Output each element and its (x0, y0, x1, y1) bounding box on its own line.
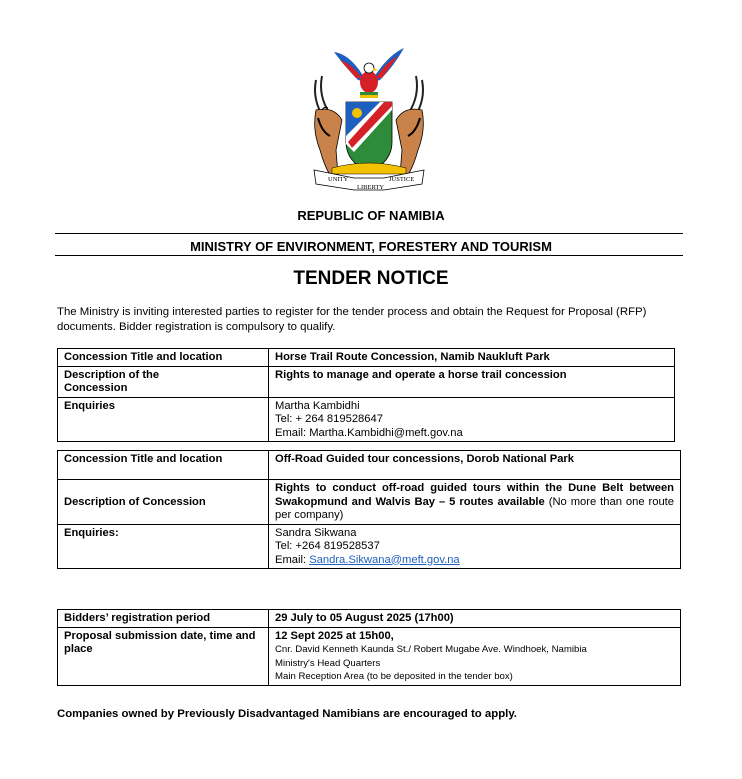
submission-reception: Main Reception Area (to be deposited in the tender box) (275, 671, 513, 682)
submission-label: Proposal submission date, time and place (58, 627, 269, 685)
enquiries-label: Enquiries (58, 397, 269, 442)
oryx-right-icon (396, 109, 423, 175)
contact-name: Martha Kambidhi (275, 399, 360, 412)
registration-value: 29 July to 05 August 2025 (17h00) (269, 610, 681, 628)
registration-label: Bidders’ registration period (58, 610, 269, 628)
contact-email (275, 554, 674, 568)
page-title: TENDER NOTICE (293, 268, 449, 289)
motto-justice: JUSTICE (389, 176, 415, 183)
desc-rights: Rights to conduct off-road guided tours within the Dune Belt between Swakopmund and Walvis Bay – 5 routes available (275, 482, 674, 508)
concession-desc-value (269, 480, 681, 525)
table-row (58, 397, 675, 442)
eagle-icon (334, 48, 404, 98)
desc-note: (No more than one route per company) (275, 495, 675, 521)
ministry-heading: MINISTRY OF ENVIRONMENT, FORESTERY AND TOURISM (190, 239, 552, 254)
schedule-table (57, 609, 681, 686)
republic-heading: REPUBLIC OF NAMIBIA (297, 208, 445, 223)
submission-details (269, 627, 681, 685)
table-row (58, 627, 681, 685)
contact-tel: Tel: +264 819528537 (275, 540, 380, 552)
table-row (58, 349, 675, 367)
concession-title-value: Horse Trail Route Concession, Namib Naukluft Park (269, 349, 675, 367)
concession-table-1 (57, 348, 675, 442)
table-row (58, 366, 675, 397)
submission-address (275, 643, 674, 657)
submission-building: Ministry's Head Quarters (275, 657, 381, 669)
enquiries-contact (269, 397, 675, 442)
concession-desc-label: Description of the Concession (58, 366, 269, 397)
shield-icon (346, 102, 392, 172)
contact-name: Sandra Sikwana (275, 526, 357, 539)
concession-desc-value: Rights to manage and operate a horse trail concession (269, 366, 675, 397)
concession-title-label: Concession Title and location (58, 349, 269, 367)
concession-title-label: Concession Title and location (58, 451, 269, 480)
submission-date: 12 Sept 2025 at 15h00, (275, 629, 394, 642)
divider-bottom (55, 255, 683, 256)
table-row (58, 480, 681, 525)
email-prefix: Email: (275, 553, 310, 566)
address-street: Cnr. David Kenneth Kaunda St./ Robert Mugabe Ave. (275, 644, 501, 655)
table-row (58, 610, 681, 628)
concession-desc-label: Description of Concession (58, 480, 269, 525)
divider-top (55, 233, 683, 234)
oryx-left-icon (315, 107, 342, 175)
concession-table-2 (57, 450, 681, 569)
intro-paragraph: The Ministry is inviting interested parties to register for the tender process and obtain the Request for Proposal (RFP) documents. Bidder registration is compulsory to qualify. (57, 306, 647, 333)
motto-unity: UNITY (328, 176, 349, 183)
enquiries-contact (269, 524, 681, 569)
coat-of-arms (294, 40, 444, 195)
contact-email: Email: Martha.Kambidhi@meft.gov.na (275, 426, 463, 439)
email-link[interactable]: Sandra.Sikwana@meft.gov.na (309, 553, 460, 566)
table-row (58, 451, 681, 480)
motto-liberty: LIBERTY (357, 184, 385, 191)
address-city: Windhoek, Namibia (500, 644, 587, 655)
footer-note: Companies owned by Previously Disadvantaged Namibians are encouraged to apply. (57, 708, 517, 720)
table-row (58, 524, 681, 569)
concession-title-value: Off-Road Guided tour concessions, Dorob National Park (269, 451, 681, 480)
enquiries-label: Enquiries: (58, 524, 269, 569)
contact-tel: Tel: + 264 819528647 (275, 413, 383, 425)
